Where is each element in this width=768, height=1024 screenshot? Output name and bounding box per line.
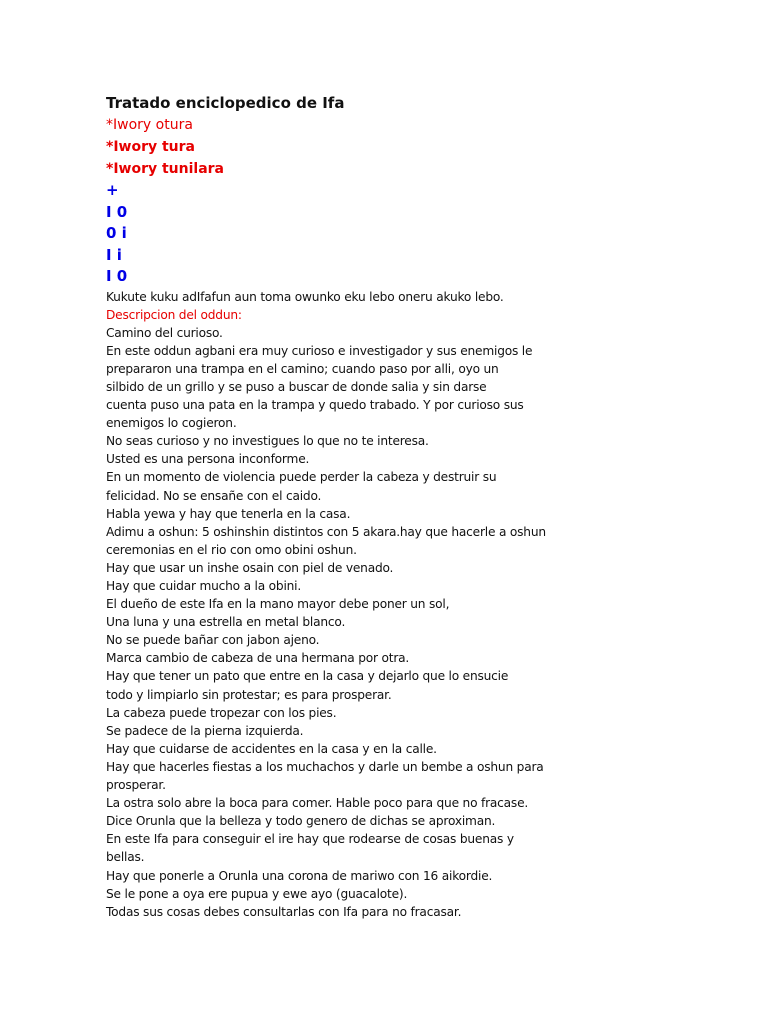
- section-heading: Descripcion del oddun:: [106, 307, 242, 322]
- signature-mark: I i: [106, 245, 122, 264]
- text-line: Hay que ponerle a Orunla una corona de mariwo con 16 aikordie.: [106, 868, 493, 883]
- text-line: Hay que cuidar mucho a la obini.: [106, 579, 302, 593]
- text-line: Una luna y una estrella en metal blanco.: [106, 615, 346, 630]
- text-line: Adimu a oshun: 5 oshinshin distintos con 5 akara.hay que hacerle a oshun: [106, 524, 546, 539]
- text-line: bellas.: [106, 850, 145, 865]
- text-line: La ostra solo abre la boca para comer. Hable poco para que no fracase.: [106, 796, 529, 811]
- text-line: El dueño de este Ifa en la mano mayor debe poner un sol,: [106, 597, 450, 612]
- text-line: Hay que hacerles fiestas a los muchachos y darle un bembe a oshun para: [106, 759, 544, 774]
- text-line: En este oddun agbani era muy curioso e investigador y sus enemigos le: [106, 343, 533, 358]
- oddun-name: *Iwory otura: [106, 117, 193, 133]
- text-line: Hay que usar un inshe osain con piel de venado.: [106, 560, 394, 575]
- oddun-names: [106, 114, 746, 180]
- text-line: Habla yewa y hay que tenerla en la casa.: [106, 506, 351, 521]
- oddun-name: *Iwory tura: [106, 139, 195, 155]
- text-line: Hay que cuidarse de accidentes en la casa y en la calle.: [106, 741, 437, 756]
- text-line: enemigos lo cogieron.: [106, 416, 237, 431]
- text-line: Marca cambio de cabeza de una hermana por otra.: [106, 651, 410, 666]
- text-line: prosperar.: [106, 778, 166, 793]
- oddun-signature: [106, 180, 746, 288]
- text-line: todo y limpiarlo sin protestar; es para prosperar.: [106, 687, 392, 702]
- text-line: En este Ifa para conseguir el ire hay que rodearse de cosas buenas y: [106, 832, 514, 847]
- text-line: Dice Orunla que la belleza y todo genero de dichas se aproximan.: [106, 814, 496, 829]
- text-line: Se le pone a oya ere pupua y ewe ayo (guacalote).: [106, 886, 408, 901]
- document-body: [106, 288, 746, 921]
- text-line: prepararon una trampa en el camino; cuando paso por alli, oyo un: [106, 361, 499, 376]
- signature-mark: I 0: [106, 202, 128, 221]
- text-line: No se puede bañar con jabon ajeno.: [106, 633, 320, 648]
- text-line: Usted es una persona inconforme.: [106, 452, 310, 467]
- text-line: cuenta puso una pata en la trampa y quedo trabado. Y por curioso sus: [106, 398, 524, 413]
- text-line: Hay que tener un pato que entre en la casa y dejarlo que lo ensucie: [106, 669, 509, 684]
- signature-mark: I 0: [106, 267, 128, 285]
- signature-mark: +: [106, 181, 119, 199]
- text-line: La cabeza puede tropezar con los pies.: [106, 705, 337, 720]
- signature-mark: 0 i: [106, 224, 127, 242]
- text-line: Kukute kuku adIfafun aun toma owunko eku lebo oneru akuko lebo.: [106, 289, 504, 304]
- text-line: Camino del curioso.: [106, 325, 223, 340]
- text-line: Se padece de la pierna izquierda.: [106, 723, 304, 738]
- text-line: Todas sus cosas debes consultarlas con Ifa para no fracasar.: [106, 904, 462, 919]
- text-line: silbido de un grillo y se puso a buscar de donde salia y sin darse: [106, 379, 487, 394]
- text-line: felicidad. No se ensañe con el caido.: [106, 488, 322, 503]
- document-page: [106, 92, 746, 921]
- text-line: No seas curioso y no investigues lo que no te interesa.: [106, 434, 429, 449]
- text-line: En un momento de violencia puede perder la cabeza y destruir su: [106, 470, 497, 485]
- oddun-name: *Iwory tunilara: [106, 161, 225, 177]
- document-title: Tratado enciclopedico de Ifa: [106, 94, 345, 112]
- text-line: ceremonias en el rio con omo obini oshun.: [106, 542, 357, 557]
